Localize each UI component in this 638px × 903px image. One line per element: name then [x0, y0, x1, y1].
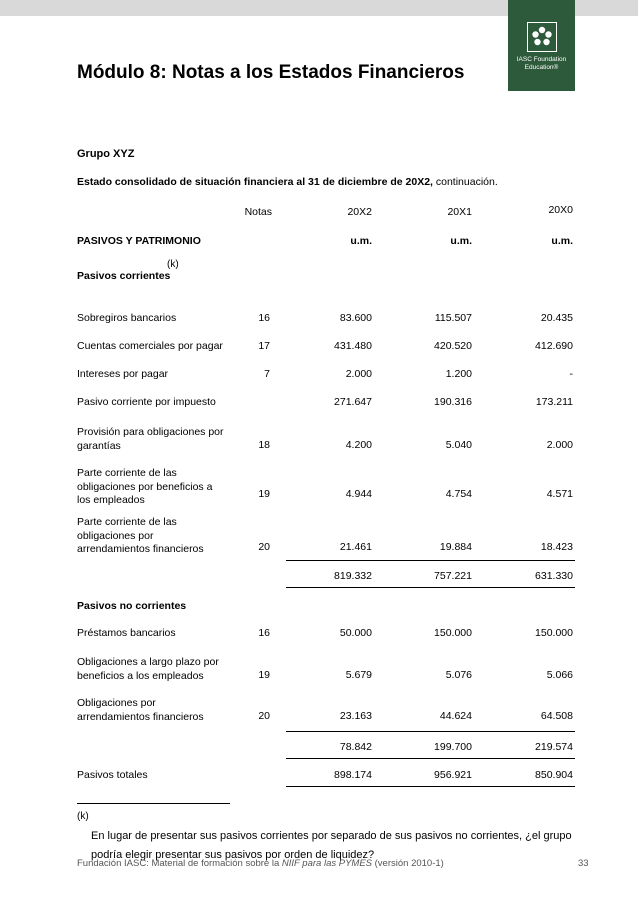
footer-text-before: Fundación IASC: Material de formación sobre la	[77, 858, 282, 869]
subtotal-rule	[286, 587, 575, 588]
row-value-20x0: 64.508	[540, 710, 573, 722]
row-value-20x0: -	[569, 368, 573, 380]
row-label: Préstamos bancarios	[77, 627, 176, 639]
current-total-20x2: 819.332	[334, 570, 372, 582]
logo-line-2: Education®	[524, 63, 559, 71]
footnote-ref-k: (k)	[167, 259, 179, 270]
page-title: Módulo 8: Notas a los Estados Financieros	[77, 62, 465, 83]
row-value-20x0: 4.571	[546, 488, 573, 500]
row-value-20x1: 190.316	[434, 396, 472, 408]
statement-title-rest: continuación.	[432, 176, 498, 188]
row-label: Pasivo corriente por impuesto	[77, 396, 216, 408]
current-liabilities-heading: Pasivos corrientes	[77, 270, 171, 282]
row-note: 20	[258, 710, 270, 722]
grand-total-20x0: 850.904	[535, 769, 573, 781]
row-value-20x1: 1.200	[445, 368, 472, 380]
grand-total-20x1: 956.921	[434, 769, 472, 781]
page-number: 33	[578, 858, 589, 869]
section-heading: PASIVOS Y PATRIMONIO	[77, 235, 201, 247]
unit-20x2: u.m.	[350, 235, 372, 247]
footnote-text: En lugar de presentar sus pasivos corrientes por separado de sus pasivos no corrientes, ¿el grupo podría elegir presentar sus pasivos por orden de liquidez?	[91, 829, 572, 861]
row-value-20x1: 5.040	[445, 439, 472, 451]
group-name: Grupo XYZ	[77, 148, 135, 160]
subtotal-rule	[286, 731, 575, 732]
col-header-20x1: 20X1	[447, 206, 472, 218]
row-value-20x1: 5.076	[445, 669, 472, 681]
row-value-20x0: 18.423	[540, 541, 573, 553]
noncurrent-total-20x2: 78.842	[339, 741, 372, 753]
row-label: Obligaciones por arrendamientos financieros	[77, 697, 204, 723]
row-value-20x2: 4.944	[345, 488, 372, 500]
iasc-leaf-icon	[527, 22, 557, 52]
row-value-20x1: 150.000	[434, 627, 472, 639]
row-note: 18	[258, 439, 270, 451]
footnote	[77, 807, 577, 865]
row-label: Obligaciones a largo plazo por beneficios a los empleados	[77, 656, 219, 682]
total-rule	[286, 786, 575, 787]
row-note: 16	[258, 627, 270, 639]
row-note: 19	[258, 488, 270, 500]
noncurrent-total-20x0: 219.574	[535, 741, 573, 753]
row-value-20x1: 44.624	[439, 710, 472, 722]
row-note: 7	[264, 368, 270, 380]
row-value-20x0: 412.690	[535, 340, 573, 352]
row-note: 20	[258, 541, 270, 553]
row-value-20x2: 21.461	[339, 541, 372, 553]
row-note: 17	[258, 340, 270, 352]
row-label: Parte corriente de las obligaciones por arrendamientos financieros	[77, 516, 204, 555]
row-value-20x2: 50.000	[339, 627, 372, 639]
page-footer	[77, 858, 444, 869]
footer-text-italic: NIIF para las PYMES	[281, 858, 372, 869]
unit-20x0: u.m.	[551, 235, 573, 247]
row-value-20x1: 115.507	[434, 312, 472, 324]
noncurrent-total-20x1: 199.700	[434, 741, 472, 753]
footnote-rule	[77, 803, 230, 804]
logo-line-1: IASC Foundation	[516, 56, 567, 63]
current-total-20x0: 631.330	[535, 570, 573, 582]
row-value-20x0: 2.000	[546, 439, 573, 451]
subtotal-rule	[286, 758, 575, 759]
row-value-20x0: 20.435	[540, 312, 573, 324]
row-value-20x2: 271.647	[334, 396, 372, 408]
statement-title	[77, 176, 498, 188]
row-label: Intereses por pagar	[77, 368, 169, 380]
col-header-20x2: 20X2	[347, 206, 372, 218]
row-value-20x0: 150.000	[535, 627, 573, 639]
current-total-20x1: 757.221	[434, 570, 472, 582]
row-value-20x2: 23.163	[339, 710, 372, 722]
row-label: Cuentas comerciales por pagar	[77, 340, 223, 352]
row-note: 16	[258, 312, 270, 324]
row-value-20x1: 4.754	[445, 488, 472, 500]
row-value-20x2: 4.200	[345, 439, 372, 451]
row-value-20x0: 5.066	[546, 669, 573, 681]
statement-title-bold: Estado consolidado de situación financiera al 31 de diciembre de 20X2,	[77, 176, 433, 188]
iasc-logo	[508, 0, 575, 91]
row-value-20x1: 19.884	[439, 541, 472, 553]
row-note: 19	[258, 669, 270, 681]
footer-text-after: (versión 2010-1)	[372, 858, 444, 869]
unit-20x1: u.m.	[450, 235, 472, 247]
noncurrent-liabilities-heading: Pasivos no corrientes	[77, 600, 187, 612]
total-label: Pasivos totales	[77, 769, 148, 781]
row-value-20x2: 83.600	[339, 312, 372, 324]
row-value-20x2: 5.679	[345, 669, 372, 681]
row-value-20x2: 2.000	[345, 368, 372, 380]
row-label: Sobregiros bancarios	[77, 312, 177, 324]
grand-total-20x2: 898.174	[334, 769, 372, 781]
row-label: Parte corriente de las obligaciones por beneficios a los empleados	[77, 467, 213, 506]
row-value-20x2: 431.480	[334, 340, 372, 352]
col-header-notes: Notas	[244, 206, 272, 218]
col-header-20x0: 20X0	[548, 204, 573, 216]
footnote-mark: (k)	[77, 811, 89, 822]
row-label: Provisión para obligaciones por garantías	[77, 426, 224, 452]
row-value-20x0: 173.211	[535, 396, 573, 408]
subtotal-rule	[286, 560, 575, 561]
row-value-20x1: 420.520	[434, 340, 472, 352]
